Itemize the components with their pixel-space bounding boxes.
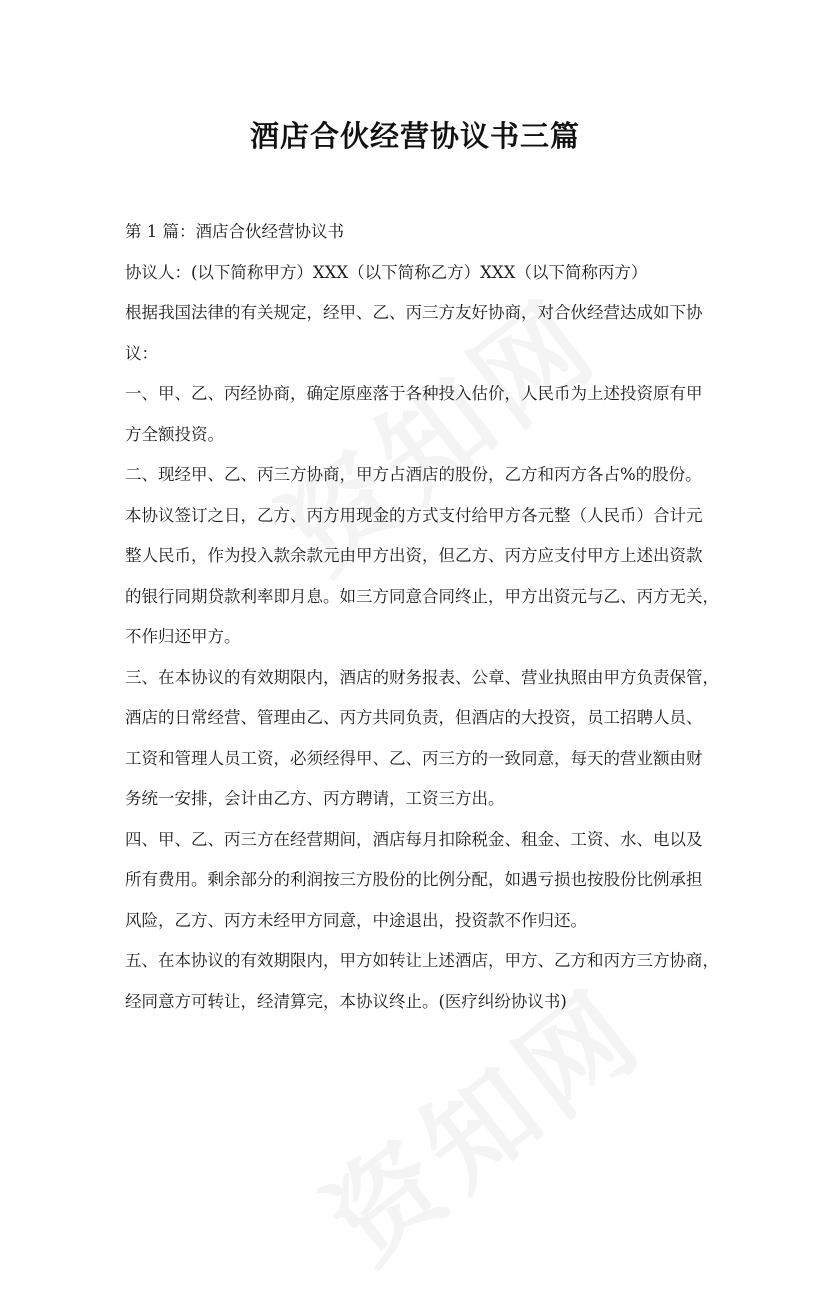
text-line: 第 1 篇：酒店合伙经营协议书 xyxy=(125,222,344,241)
text-line: 根据我国法律的有关规定，经甲、乙、丙三方友好协商，对合伙经营达成如下协 xyxy=(125,303,703,322)
text-line: 二、现经甲、乙、丙三方协商，甲方占酒店的股份，乙方和丙方各占%的股份。 xyxy=(125,465,702,484)
document-body xyxy=(125,212,720,1022)
text-line: 经同意方可转让，经清算完，本协议终止。(医疗纠纷协议书) xyxy=(125,991,567,1011)
text-line: 三、在本协议的有效期限内，酒店的财务报表、公章、营业执照由甲方负责保管， xyxy=(125,667,719,687)
document-title: 酒店合伙经营协议书三篇 xyxy=(249,119,580,153)
text-line: 的银行同期贷款利率即月息。如三方同意合同终止，甲方出资元与乙、丙方无关， xyxy=(125,586,719,606)
text-line: 方全额投资。 xyxy=(125,424,224,444)
text-line: 务统一安排，会计由乙方、丙方聘请，工资三方出。 xyxy=(125,789,505,808)
text-line: 协议人：(以下简称甲方）XXX（以下简称乙方）XXX（以下简称丙方） xyxy=(125,262,648,282)
text-line: 议： xyxy=(125,343,158,363)
text-line: 一、甲、乙、丙经协商，确定原座落于各种投入估价，人民币为上述投资原有甲 xyxy=(125,384,703,403)
text-line: 所有费用。剩余部分的利润按三方股份的比例分配，如遇亏损也按股份比例承担 xyxy=(125,870,703,889)
text-line: 整人民币，作为投入款余款元由甲方出资，但乙方、丙方应支付甲方上述出资款 xyxy=(125,546,703,565)
text-line: 本协议签订之日，乙方、丙方用现金的方式支付给甲方各元整（人民币）合计元 xyxy=(125,505,703,525)
text-line: 四、甲、乙、丙三方在经营期间，酒店每月扣除税金、租金、工资、水、电以及 xyxy=(125,829,703,849)
text-line: 不作归还甲方。 xyxy=(125,627,241,646)
text-line: 工资和管理人员工资，必须经得甲、乙、丙三方的一致同意，每天的营业额由财 xyxy=(125,748,703,768)
text-line: 风险，乙方、丙方未经甲方同意，中途退出，投资款不作归还。 xyxy=(125,910,587,930)
text-line: 酒店的日常经营、管理由乙、丙方共同负责，但酒店的大投资，员工招聘人员、 xyxy=(125,708,703,727)
text-line: 五、在本协议的有效期限内，甲方如转让上述酒店，甲方、乙方和丙方三方协商， xyxy=(125,951,719,970)
